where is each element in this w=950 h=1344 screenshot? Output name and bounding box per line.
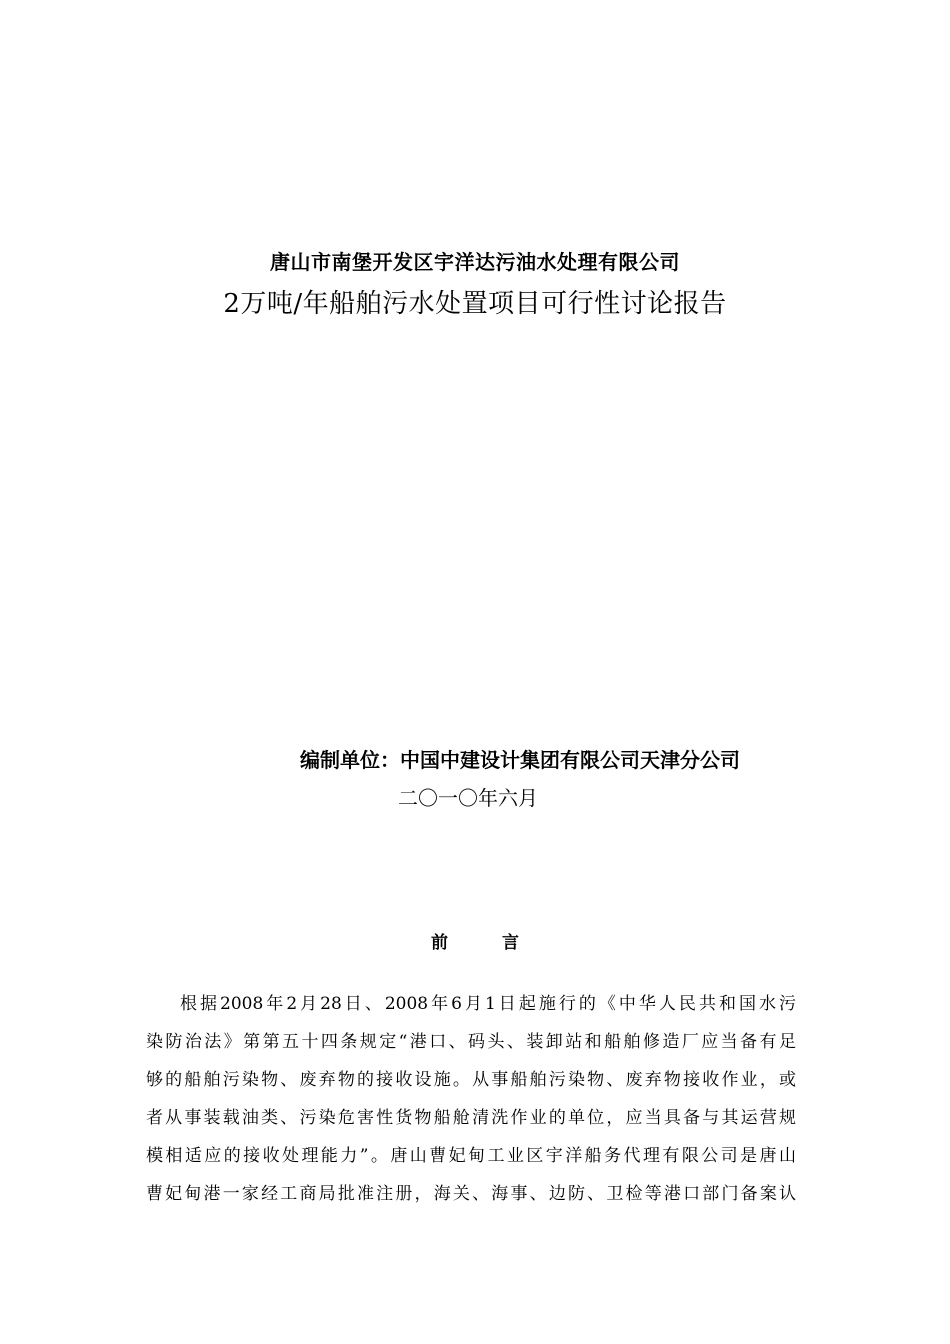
preface-paragraph-line: 够的船舶污染物、废弃物的接收设施。从事船舶污染物、废弃物接收作业，或 bbox=[146, 1070, 796, 1090]
preface-paragraph-line: 染防治法》第第五十四条规定“港口、码头、装卸站和船舶修造厂应当备有足 bbox=[146, 1032, 796, 1052]
preface-paragraph-line: 根据2008年2月28日、2008年6月1日起施行的《中华人民共和国水污 bbox=[180, 994, 796, 1014]
preface-heading: 前 言 bbox=[431, 933, 543, 953]
report-title: 2万吨/年船舶污水处置项目可行性讨论报告 bbox=[223, 289, 727, 319]
report-date: 二〇一〇年六月 bbox=[398, 786, 538, 810]
preface-paragraph-line: 模相适应的接收处理能力”。唐山曹妃甸工业区宇洋船务代理有限公司是唐山 bbox=[146, 1146, 796, 1166]
preface-paragraph-line: 曹妃甸港一家经工商局批准注册，海关、海事、边防、卫检等港口部门备案认 bbox=[146, 1184, 796, 1204]
preface-paragraph-line: 者从事装载油类、污染危害性货物船舱清洗作业的单位，应当具备与其运营规 bbox=[146, 1108, 796, 1128]
company-name-title: 唐山市南堡开发区宇洋达污油水处理有限公司 bbox=[270, 250, 680, 274]
compiler-unit: 编制单位：中国中建设计集团有限公司天津分公司 bbox=[300, 748, 740, 772]
